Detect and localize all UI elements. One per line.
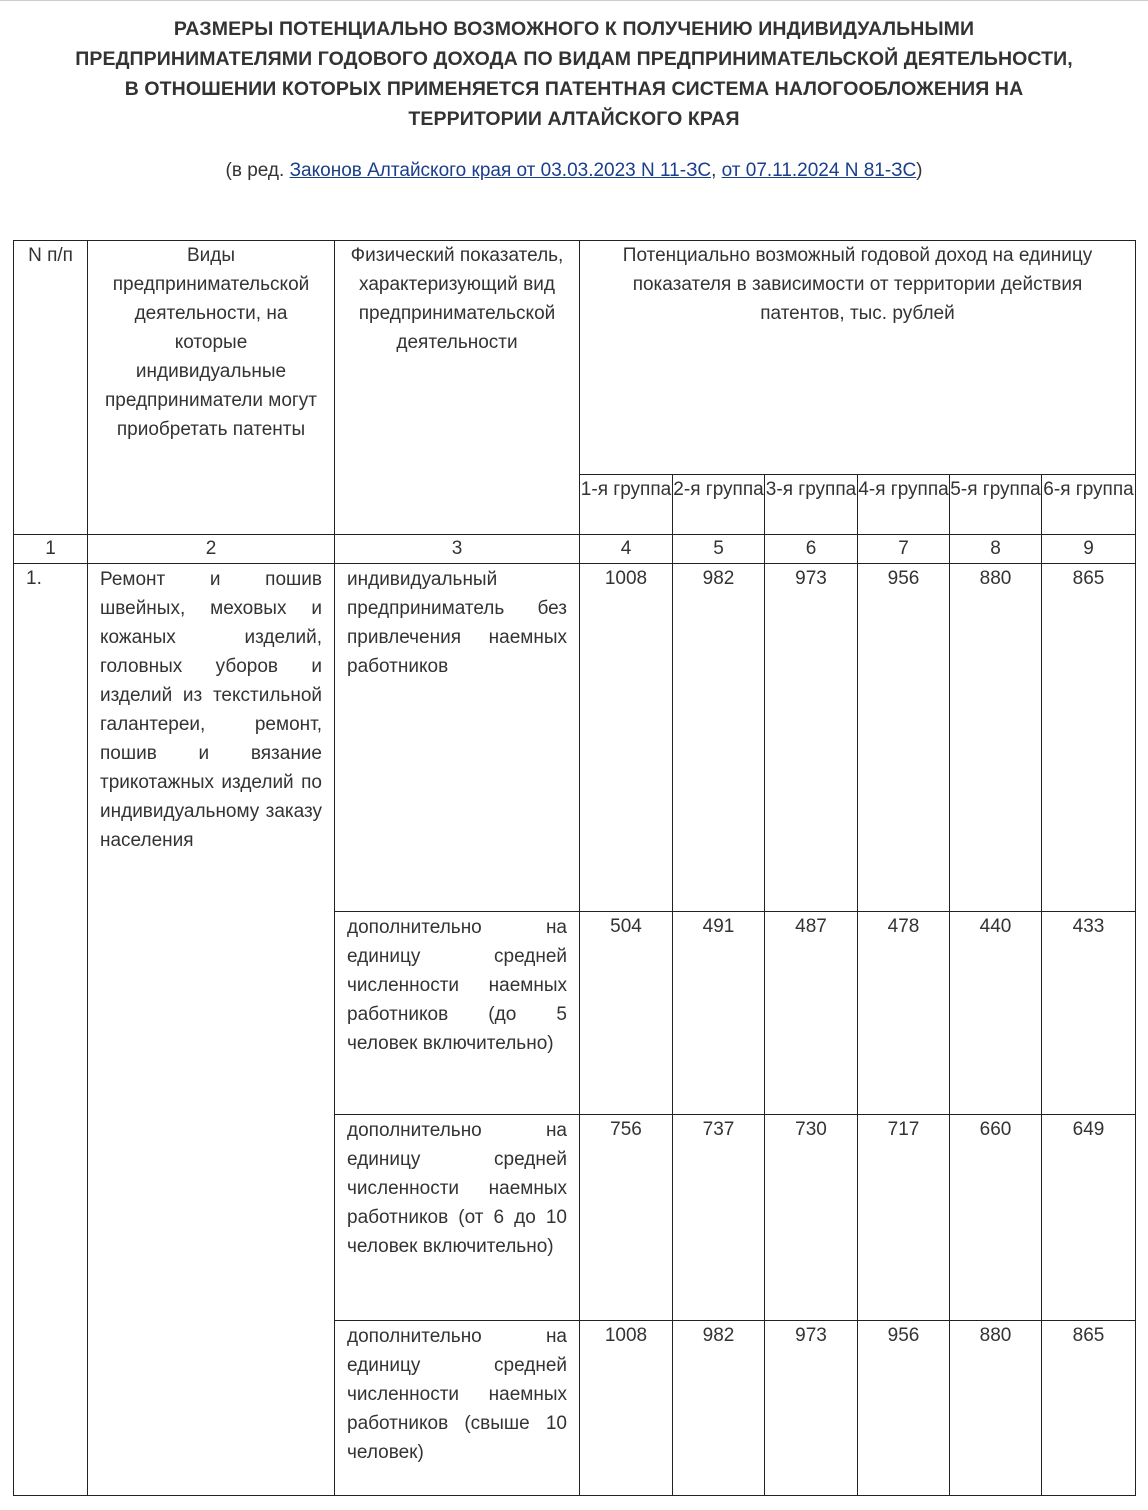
row-indicator: дополнительно на единицу средней численности наемных работников (до 5 человек включительно) bbox=[335, 912, 580, 1115]
header-activity: Виды предпринимательской деятельности, на которые индивидуальные предприниматели могут приобретать патенты bbox=[88, 241, 335, 535]
entry-activity: Ремонт и пошив швейных, меховых и кожаных изделий, головных уборов и изделий из текстильной галантереи, ремонт, пошив и вязание трикотажных изделий по индивидуальному заказу населения bbox=[88, 564, 335, 1496]
value-cell: 982 bbox=[673, 564, 765, 912]
amendment-separator: , bbox=[711, 160, 722, 181]
value-cell: 1008 bbox=[580, 1321, 673, 1496]
top-border-line bbox=[0, 0, 1148, 1]
entry-number: 1. bbox=[14, 564, 88, 1496]
group-5: 5-я группа bbox=[950, 475, 1042, 535]
column-number-row bbox=[14, 535, 1136, 564]
value-cell: 660 bbox=[950, 1115, 1042, 1321]
value-cell: 440 bbox=[950, 912, 1042, 1115]
value-cell: 880 bbox=[950, 564, 1042, 912]
row-indicator: дополнительно на единицу средней численности наемных работников (свыше 10 человек) bbox=[335, 1321, 580, 1496]
group-6: 6-я группа bbox=[1042, 475, 1136, 535]
group-1: 1-я группа bbox=[580, 475, 673, 535]
column-number: 2 bbox=[88, 535, 335, 564]
value-cell: 973 bbox=[765, 1321, 858, 1496]
value-cell: 737 bbox=[673, 1115, 765, 1321]
header-indicator: Физический показатель, характеризующий вид предпринимательской деятельности bbox=[335, 241, 580, 535]
value-cell: 487 bbox=[765, 912, 858, 1115]
header-income: Потенциально возможный годовой доход на единицу показателя в зависимости от территории действия патентов, тыс. рублей bbox=[580, 241, 1136, 475]
title-line-1: РАЗМЕРЫ ПОТЕНЦИАЛЬНО ВОЗМОЖНОГО К ПОЛУЧЕНИЮ ИНДИВИДУАЛЬНЫМИ bbox=[173, 18, 975, 40]
title-line-3: В ОТНОШЕНИИ КОТОРЫХ ПРИМЕНЯЕТСЯ ПАТЕНТНАЯ СИСТЕМА НАЛОГООБЛОЖЕНИЯ НА bbox=[124, 78, 1024, 100]
column-number: 4 bbox=[580, 535, 673, 564]
value-cell: 756 bbox=[580, 1115, 673, 1321]
income-table bbox=[13, 240, 1136, 1496]
row-indicator: индивидуальный предприниматель без привлечения наемных работников bbox=[335, 564, 580, 912]
value-cell: 717 bbox=[858, 1115, 950, 1321]
value-cell: 504 bbox=[580, 912, 673, 1115]
column-number: 1 bbox=[14, 535, 88, 564]
document-title bbox=[10, 14, 1138, 134]
amendment-link-law-81[interactable]: от 07.11.2024 N 81-ЗС bbox=[721, 160, 917, 181]
value-cell: 1008 bbox=[580, 564, 673, 912]
header-number: N п/п bbox=[14, 241, 88, 535]
value-cell: 491 bbox=[673, 912, 765, 1115]
title-line-4: ТЕРРИТОРИИ АЛТАЙСКОГО КРАЯ bbox=[408, 108, 740, 130]
column-number: 3 bbox=[335, 535, 580, 564]
column-number: 5 bbox=[673, 535, 765, 564]
group-3: 3-я группа bbox=[765, 475, 858, 535]
amendment-suffix: ) bbox=[916, 160, 923, 181]
table-row bbox=[14, 564, 1136, 912]
column-number: 7 bbox=[858, 535, 950, 564]
value-cell: 880 bbox=[950, 1321, 1042, 1496]
value-cell: 956 bbox=[858, 564, 950, 912]
value-cell: 973 bbox=[765, 564, 858, 912]
column-number: 6 bbox=[765, 535, 858, 564]
row-indicator: дополнительно на единицу средней численности наемных работников (от 6 до 10 человек включительно) bbox=[335, 1115, 580, 1321]
column-number: 8 bbox=[950, 535, 1042, 564]
value-cell: 956 bbox=[858, 1321, 950, 1496]
value-cell: 865 bbox=[1042, 564, 1136, 912]
header-row bbox=[14, 241, 1136, 475]
value-cell: 433 bbox=[1042, 912, 1136, 1115]
value-cell: 649 bbox=[1042, 1115, 1136, 1321]
column-number: 9 bbox=[1042, 535, 1136, 564]
value-cell: 730 bbox=[765, 1115, 858, 1321]
amendment-prefix: (в ред. bbox=[225, 160, 290, 181]
group-2: 2-я группа bbox=[673, 475, 765, 535]
group-4: 4-я группа bbox=[858, 475, 950, 535]
value-cell: 982 bbox=[673, 1321, 765, 1496]
amendment-link-law-11[interactable]: Законов Алтайского края от 03.03.2023 N 11-ЗС bbox=[289, 160, 712, 181]
title-line-2: ПРЕДПРИНИМАТЕЛЯМИ ГОДОВОГО ДОХОДА ПО ВИДАМ ПРЕДПРИНИМАТЕЛЬСКОЙ ДЕЯТЕЛЬНОСТИ, bbox=[75, 48, 1073, 70]
amendment-note bbox=[0, 156, 1148, 186]
value-cell: 865 bbox=[1042, 1321, 1136, 1496]
value-cell: 478 bbox=[858, 912, 950, 1115]
